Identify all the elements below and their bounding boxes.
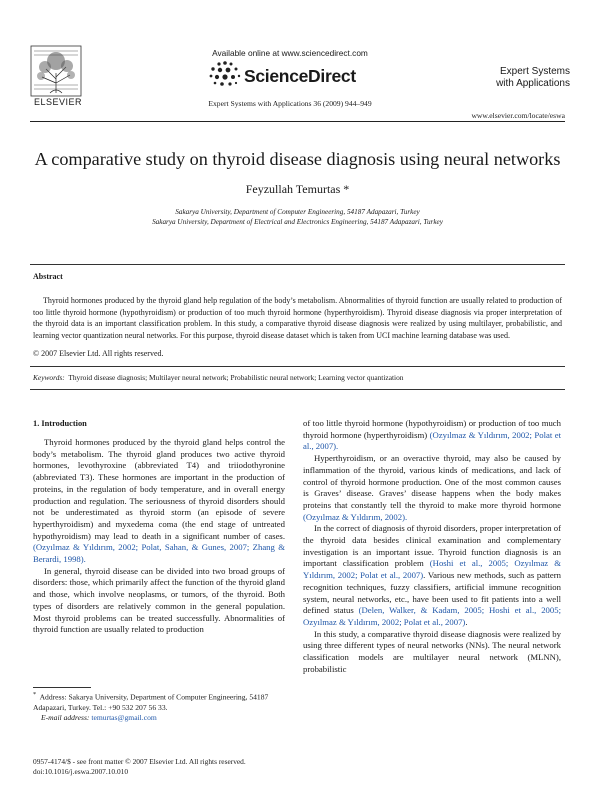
author-footnote xyxy=(33,690,285,723)
paragraph-3-text: Hyperthyroidism, or an overactive thyroid, may also be caused by inflammation of the thyroid, various kinds of medications, and lack of control of thyroid hormone production. One of the most common causes is Graves’ disease. Graves’ disease happens when the body makes proteins that constantly tell the thyroid to make more thyroid hormone xyxy=(303,453,561,510)
right-column xyxy=(303,418,561,675)
paragraph-continued-text: of too little thyroid hormone (hypothyroidism) or production of too much thyroid hormone (hyperthyroidism) xyxy=(303,418,561,440)
header-divider xyxy=(30,121,565,122)
paragraph-1-text: Thyroid hormones produced by the thyroid gland helps control the body’s metabolism. The thyroid gland produces two active thyroid hormones, levothyroxine (abbreviated T4) and triiodothyronine (abbreviated T3). These hormones are important in the production of proteins, in the regulation of body temperature, and in overall energy production and regulation. The seriousness of thyroid disorders should not be underestimated as thyroid storm (an episode of severe hyperthyroidism) and myxedema coma (the end stage of untreated hypothyroidism) may lead to death in a significant number of cases. xyxy=(33,437,285,541)
paragraph-4-text-b: . Various new methods, such as pattern recognition techniques, fuzzy classifiers, artificial immune recognition system, neural networks, etc., have been used to fit patients into a well defined status xyxy=(303,570,561,616)
affiliation-2: Sakarya University, Department of Electrical and Electronics Engineering, 54187 Adapazari, Turkey xyxy=(152,218,443,226)
citation-link[interactable]: (Hoshi et al., 2005; Ozyılmaz & Yıldırım, 2002; Polat et al., 2007) xyxy=(303,558,561,581)
footnote-address-text: Address: Sakarya University, Department of Computer Engineering, 54187 Adapazari, Turkey. Tel.: +90 532 207 56 33. xyxy=(33,692,269,712)
publisher-name: ELSEVIER xyxy=(33,97,83,107)
abstract-text: Thyroid hormones produced by the thyroid gland help regulation of the body’s metabolism. Abnormalities of thyroid function are usually related to production of too little thyroid hormone (hypothyroidism) or production of too much thyroid hormone (hyperthyroidism). Thyroid disease diagnosis via proper interpretation of the thyroid data is an important classification problem. In this study, a comparative thyroid disease diagnosis were realized by using multilayer, probabilistic, and learning vector quantization neural networks. For this purpose, thyroid disease dataset which is taken from UCI machine learning database was used. xyxy=(33,296,562,340)
footnote-marker: * xyxy=(33,691,37,698)
keywords xyxy=(33,373,403,382)
paragraph-4-text-a: In the correct of diagnosis of thyroid disorders, proper interpretation of the thyroid data besides clinical examination and complementary investigation is an important issue. Thyroid function diagnosis is an important classification problem xyxy=(303,523,561,569)
citation-link[interactable]: (Ozyılmaz & Yıldırım, 2002; Polat et al., 2007). xyxy=(303,429,561,452)
sciencedirect-wordmark: ScienceDirect xyxy=(244,66,356,86)
available-online-text: Available online at www.sciencedirect.com xyxy=(212,48,368,58)
citation-link[interactable]: (Ozyılmaz & Yıldırım, 2002). xyxy=(303,511,408,522)
front-matter-line: 0957-4174/$ - see front matter © 2007 Elsevier Ltd. All rights reserved. xyxy=(33,757,246,766)
left-column xyxy=(33,437,285,636)
paragraph-1 xyxy=(33,437,285,566)
paragraph-5: In this study, a comparative thyroid disease diagnosis were realized by using three different types of neural networks (NNs). The neural network classification models are multilayer neural network (MLNN), probabilistic xyxy=(303,628,561,674)
footnote-email xyxy=(33,713,285,723)
abstract-copyright: © 2007 Elsevier Ltd. All rights reserved. xyxy=(33,349,164,358)
section-heading-introduction: 1. Introduction xyxy=(33,419,87,428)
paragraph-4 xyxy=(303,523,561,628)
abstract-bottom-rule xyxy=(30,366,565,367)
author-affiliations xyxy=(30,207,565,227)
abstract-heading: Abstract xyxy=(33,272,63,281)
email-link[interactable]: temurtas@gmail.com xyxy=(91,712,157,722)
email-label: E-mail address: xyxy=(41,712,90,722)
article-author: Feyzullah Temurtas * xyxy=(245,182,350,196)
paragraph-4-text-c: . xyxy=(465,616,468,627)
abstract-top-rule xyxy=(30,264,565,265)
footnote-rule xyxy=(33,687,91,688)
journal-name-line2: with Applications xyxy=(496,78,570,89)
paragraph-3 xyxy=(303,453,561,523)
page-footer xyxy=(33,757,333,778)
keywords-label: Keywords: xyxy=(33,373,65,382)
journal-reference: Expert Systems with Applications 36 (2009) 944–949 xyxy=(208,99,372,108)
footnote-address xyxy=(33,690,285,713)
keywords-list: Thyroid disease diagnosis; Multilayer neural network; Probabilistic neural network; Learning vector quantization xyxy=(68,373,404,382)
paragraph-continued xyxy=(303,418,561,453)
journal-name-line1: Expert Systems xyxy=(499,66,570,77)
journal-name xyxy=(470,66,570,90)
affiliation-1: Sakarya University, Department of Computer Engineering, 54187 Adapazari, Turkey xyxy=(175,208,420,216)
doi-line[interactable]: doi:10.1016/j.eswa.2007.10.010 xyxy=(33,767,129,777)
article-title: A comparative study on thyroid disease diagnosis using neural networks xyxy=(34,149,561,169)
citation-link[interactable]: (Delen, Walker, & Kadam, 2005; Hoshi et al., 2005; Ozyılmaz & Yıldırım, 2002; Polat et al., 2007) xyxy=(303,605,561,627)
citation-link[interactable]: (Ozyılmaz & Yıldırım, 2002; Polat, Sahan, & Gunes, 2007; Zhang & Berardi, 1998). xyxy=(33,542,285,565)
keywords-rule xyxy=(30,389,565,390)
paragraph-2: In general, thyroid disease can be divided into two broad groups of disorders: those, which primarily affect the function of the thyroid gland and those, which involve neoplasms, or tumors, of the thyroid. Both types of disorders are relatively common in the general population. Most thyroid problems can be treated successfully. Abnormalities of thyroid function are usually related to production xyxy=(33,565,285,635)
journal-url-link[interactable]: www.elsevier.com/locate/eswa xyxy=(471,111,565,120)
